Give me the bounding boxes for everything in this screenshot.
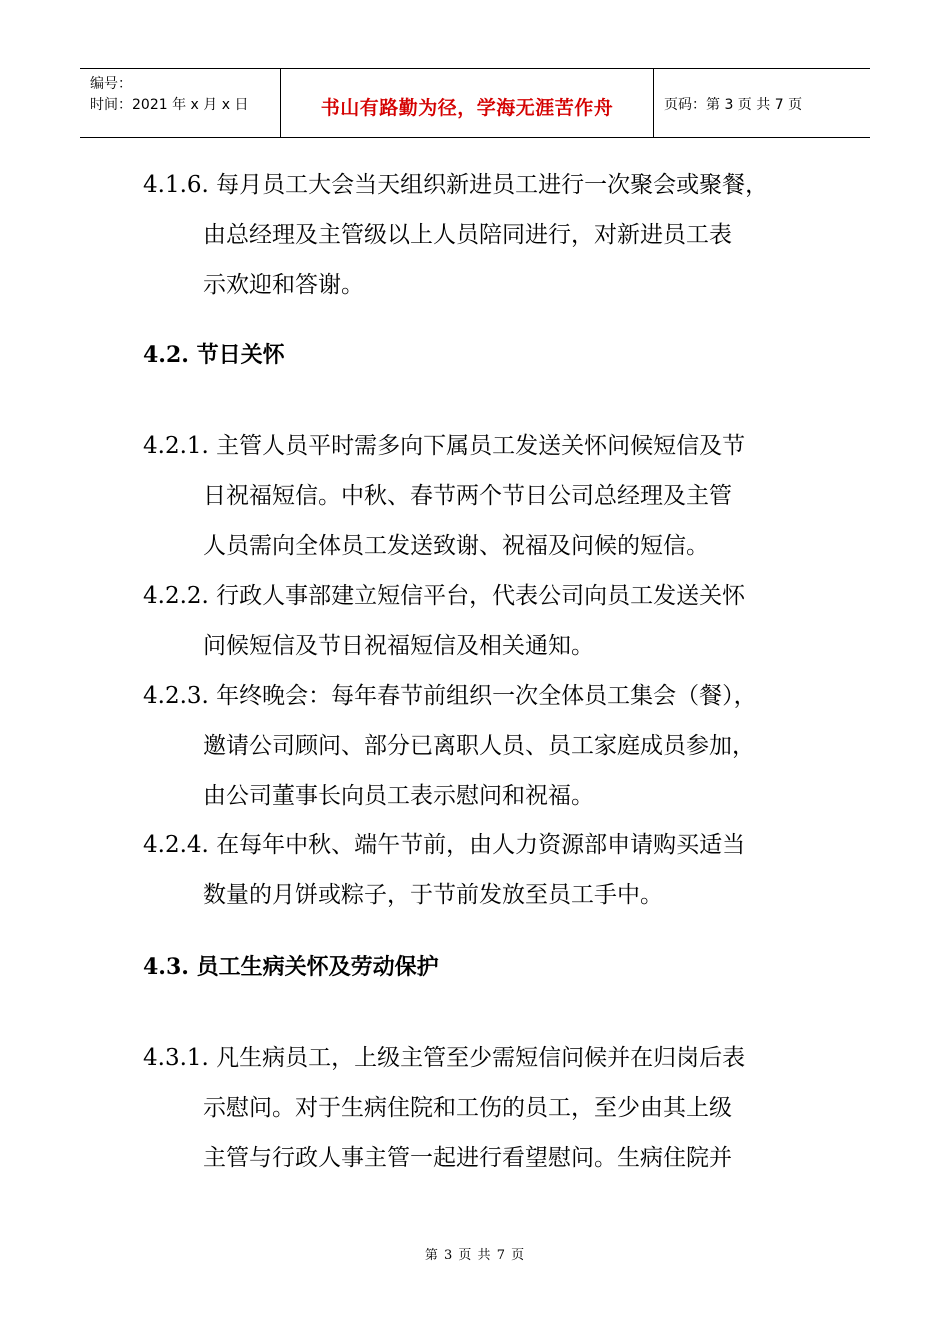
text-line: 由公司董事长向员工表示慰问和祝福。 — [203, 783, 594, 809]
text-line: 邀请公司顾问、部分已离职人员、员工家庭成员参加， — [203, 733, 755, 759]
header-motto-cell — [281, 69, 654, 137]
document-date: 时间：2021 年 x 月 x 日 — [90, 97, 249, 113]
paragraph-4-2-1 — [143, 421, 823, 571]
text-line: 4.3.1. 凡生病员工，上级主管至少需短信问候并在归岗后表 — [143, 1045, 746, 1071]
paragraph-4-2-2 — [143, 571, 823, 671]
text-line: 人员需向全体员工发送致谢、祝福及问候的短信。 — [203, 533, 709, 559]
paragraph-4-2-4 — [143, 820, 823, 920]
header-page-number: 页码：第 3 页 共 7 页 — [664, 97, 803, 113]
page-footer: 第 3 页 共 7 页 — [424, 1248, 526, 1263]
text-line: 4.1.6. 每月员工大会当天组织新进员工进行一次聚会或聚餐， — [143, 172, 769, 198]
text-line: 4.2.1. 主管人员平时需多向下属员工发送关怀问候短信及节 — [143, 433, 746, 459]
text-line: 由总经理及主管级以上人员陪同进行，对新进员工表 — [203, 222, 732, 248]
text-line: 4.2.4. 在每年中秋、端午节前，由人力资源部申请购买适当 — [143, 832, 746, 858]
document-number: 编号： — [90, 76, 132, 92]
text-line: 问候短信及节日祝福短信及相关通知。 — [203, 633, 594, 659]
header-page-cell — [654, 69, 870, 137]
document-header — [80, 68, 870, 138]
section-heading-4-3: 4.3. 员工生病关怀及劳动保护 — [143, 954, 439, 980]
text-line: 日祝福短信。中秋、春节两个节日公司总经理及主管 — [203, 483, 732, 509]
paragraph-4-2-3 — [143, 671, 823, 821]
text-line: 4.2.3. 年终晚会：每年春节前组织一次全体员工集会（餐）， — [143, 683, 757, 709]
section-heading-4-2: 4.2. 节日关怀 — [143, 342, 285, 368]
paragraph-4-1-6 — [143, 160, 823, 310]
paragraph-4-3-1 — [143, 1033, 823, 1183]
text-line: 示欢迎和答谢。 — [203, 272, 364, 298]
text-line: 主管与行政人事主管一起进行看望慰问。生病住院并 — [203, 1145, 732, 1171]
header-motto: 书山有路勤为径，学海无涯苦作舟 — [320, 97, 614, 119]
text-line: 示慰问。对于生病住院和工伤的员工，至少由其上级 — [203, 1095, 732, 1121]
header-info-cell — [80, 69, 281, 137]
text-line: 4.2.2. 行政人事部建立短信平台，代表公司向员工发送关怀 — [143, 583, 746, 609]
text-line: 数量的月饼或粽子，于节前发放至员工手中。 — [203, 882, 663, 908]
